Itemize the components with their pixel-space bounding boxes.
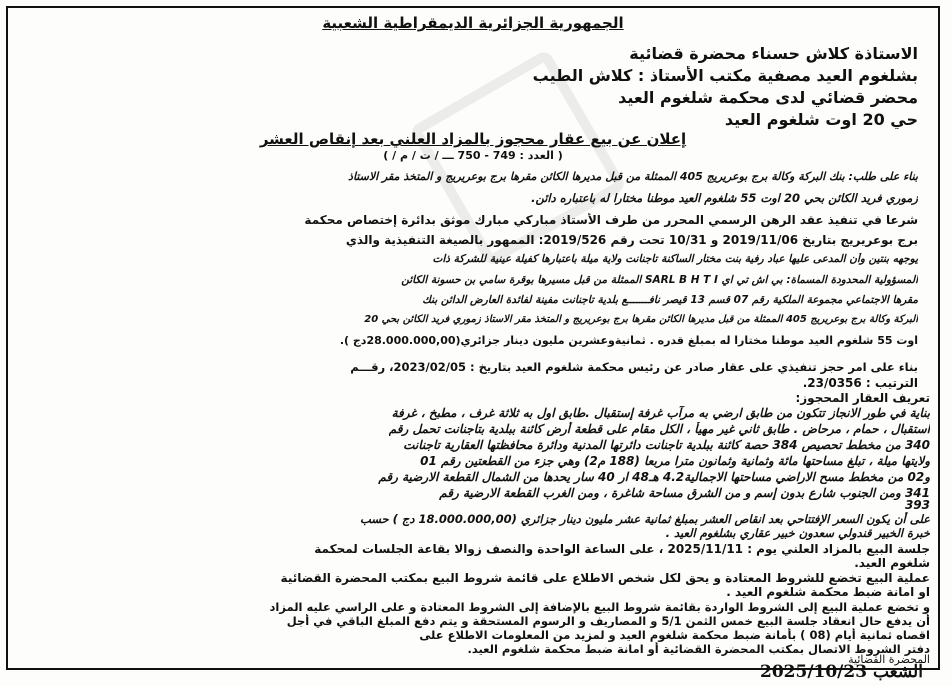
office-line: بشلغوم العيد مصفية مكتب الأستاذ : كلاش الطيب <box>532 66 918 85</box>
body-line: عملية البيع تخضع للشروط المعتادة و يحق لكل شخص الاطلاع على قائمة شروط البيع بمكتب المحضرة القضائية <box>280 571 930 585</box>
bailiff-name: الاستاذة كلاش حسناء محضرة قضائية <box>629 44 918 63</box>
body-line: استقبال ، حمام ، مرحاض . طابق ثاني غير مهيأ ، الكل مقام على قطعة أرض كائنة ببلدية بتاجنانت تحمل رقم <box>388 422 930 436</box>
body-line: بناء على طلب: بنك البركة وكالة برج بوعريريج 405 الممثلة من قبل مديرها الكائن مقرها برج بوعريريج و المتخذ مقر الاستاذ <box>348 170 918 183</box>
body-line: بناء على امر حجز تنفيذي على عقار صادر عن رئيس محكمة شلغوم العيد بتاريخ : 2023/02/05، رقـــم <box>350 360 918 374</box>
body-line: برج بوعريريج بتاريخ 2019/11/06 و 10/31 تحت رقم 2019/526: الممهور بالصيغة التنفيذية والذي <box>345 233 918 247</box>
body-line: او امانة ضبط محكمة شلغوم العيد . <box>726 585 930 599</box>
body-line: اقصاه ثمانية أيام (08 ) بأمانة ضبط محكمة شلغوم العيد و لمزيد من المعلومات الاطلاع على <box>419 628 930 642</box>
body-line: على أن يكون السعر الإفتتاحي بعد انقاص العشر بمبلغ ثمانية عشر مليون دينار جزائري (18.000.000,00 دج ) حسب <box>359 512 930 526</box>
body-line: دفتر الشروط الاتصال بمكتب المحضرة القضائية أو امانة ضبط محكمة شلغوم العيد. <box>467 642 930 656</box>
body-line: مقرها الاجتماعي مجموعة الملكية رقم 07 قسم 13 قيصر نافـــــــع بلدية تاجنانت مفينة لفائدة العارض الدائن بنك <box>422 294 918 306</box>
notice-page <box>6 6 940 670</box>
republic-heading: الجمهورية الجزائرية الديمقراطية الشعبية <box>322 14 624 32</box>
body-line: و02 من مخطط مسح الاراضي مساحتها الاجمالية4.2 هـ48 ار 40 سار يحدها من الشمال القطعة الارضية رقم <box>378 470 930 484</box>
signature: المحضرة القضائية <box>848 653 930 666</box>
body-line: 341 ومن الجنوب شارع بدون إسم و من الشرق مساحة شاغرة ، ومن الغرب القطعة الارضية رقم <box>439 486 930 500</box>
notice-title: إعلان عن بيع عقار محجوز بالمزاد العلني بعد إنقاص العشر <box>259 130 687 148</box>
body-line: المسؤولية المحدودة المسماة: بي اش تي اي SARL B H T I الممثلة من قبل مسيرها بوقرة سامي بن حسونة الكائن <box>401 274 918 286</box>
body-line: شرعا في تنفيذ عقد الرهن الرسمي المحرر من طرف الأستاذ مباركي مبارك موثق بدائرة إختصاص محكمة <box>304 213 918 227</box>
body-line: أن يدفع حال انعقاد جلسة البيع خمس الثمن 5/1 و المصاريف و الرسوم المستحقة و يتم دفع المبلغ الباقي في أجل <box>286 614 930 628</box>
body-line: البركة وكالة برج بوعريريج 405 الممثلة من قبل مديرها الكائن مقرها برج بوعريريج و المتخذ مقر الاستاذ زموري فريد الكائن بحي 20 <box>364 314 918 325</box>
body-line: 340 من مخطط تحصيص 384 حصة كائنة ببلدية تاجنانت دائرتها المدنية ودائرة محافظتها العقارية تاجنانت <box>403 438 930 452</box>
court-line: محضر قضائي لدى محكمة شلغوم العيد <box>618 88 918 107</box>
body-line: خبرة الخبير قندولي سعدون خبير عقاري بشلغوم العيد . <box>665 526 930 540</box>
body-line: 393 <box>904 498 930 512</box>
body-line: بناية في طور الانجاز تتكون من طابق ارضي به مرآب غرفة إستقبال .طابق اول به ثلاثة غرف ، مطبخ ، غرفة <box>391 406 930 420</box>
body-line: زموري فريد الكائن بحي 20 اوت 55 شلغوم العيد موطنا مختارا له باعتباره دائن. <box>531 191 918 205</box>
body-line: الترتيب : 23/0356. <box>802 376 918 390</box>
body-line: اوت 55 شلغوم العيد موطنا مختارا له بمبلغ قدره . ثمانيةوعشرين مليون دينار جزائري(28.000.000,00دج ). <box>339 334 918 347</box>
notice-reference: ( العدد : 749 - 750 ـــ / ت / م / ) <box>383 149 563 162</box>
body-line: ولايتها ميلة ، تبلغ مساحتها مائة وثمانية وثمانون مترا مربعا (188 م2) وهي جزء من القطعتين رقم 01 <box>420 454 930 468</box>
body-line: جلسة البيع بالمزاد العلني يوم : 2025/11/11 ، على الساعة الواحدة والنصف زوالا بقاعة الجلسات لمحكمة <box>314 542 930 556</box>
body-line: يوجهه بنتين وأن المدعى عليها عباد رفية بنت مختار الساكنة تاجنانت ولاية ميلة باعتبارها كفيلة عينية للشركة ذات <box>432 253 918 265</box>
body-line: شلغوم العيد. <box>854 556 930 570</box>
property-heading: تعريف العقار المحجوز: <box>795 391 930 405</box>
address-line: حي 20 اوت شلغوم العيد <box>724 110 918 129</box>
body-line: و تخضع عملية البيع إلى الشروط الواردة بقائمة شروط البيع بالإضافة إلى الشروط المعتادة و على الراسي عليه المزاد <box>269 600 930 614</box>
publication-date: الشعب 2025/10/23 <box>760 662 923 682</box>
